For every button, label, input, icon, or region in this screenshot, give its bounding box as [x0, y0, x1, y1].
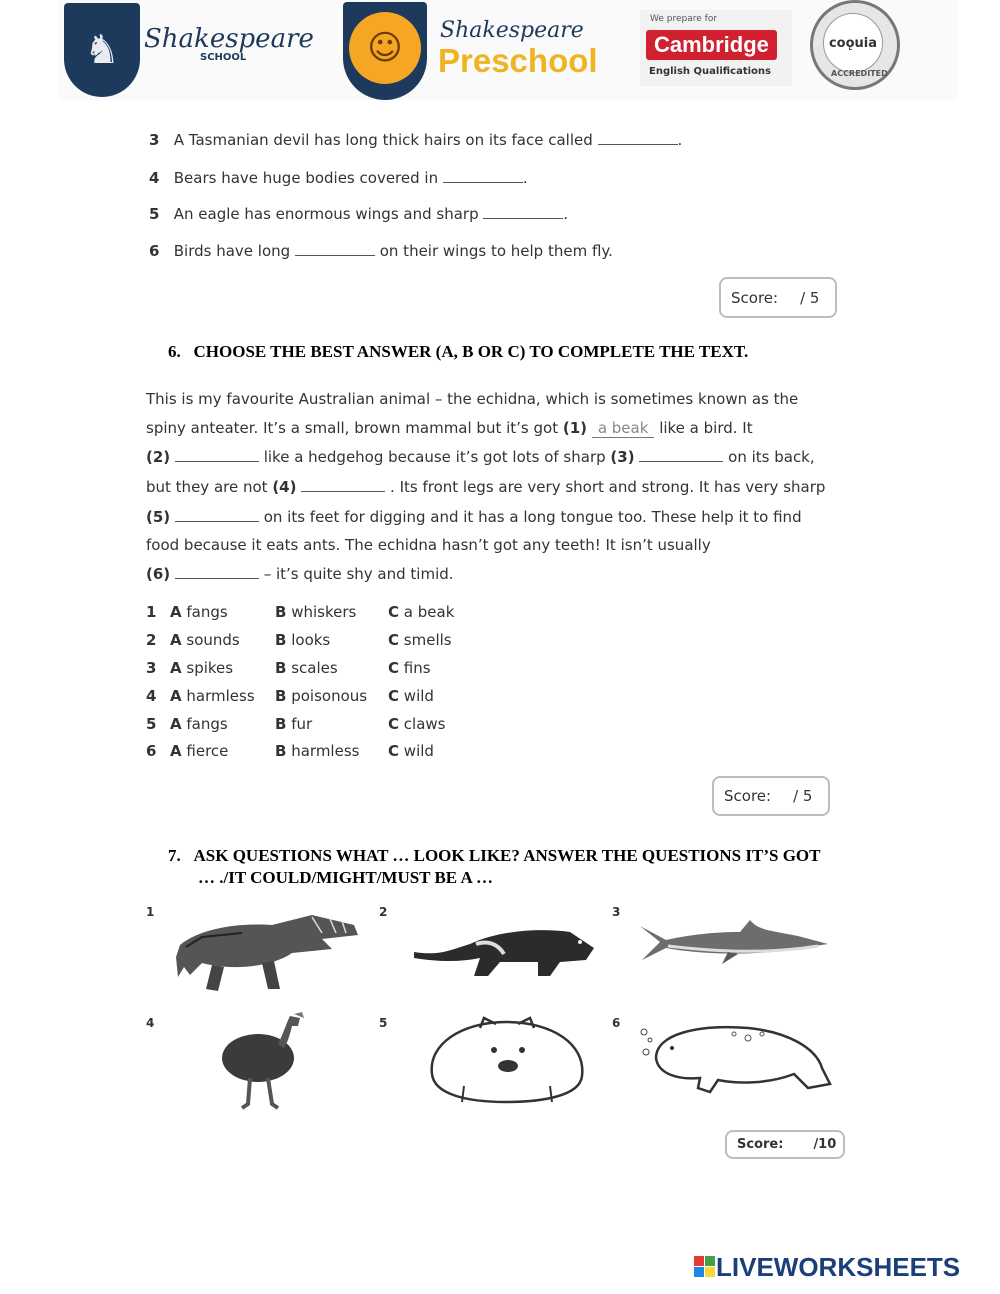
- ex5-item: 6 Birds have long on their wings to help them fly.: [149, 242, 613, 260]
- score-total: / 5: [793, 787, 813, 805]
- option-b[interactable]: B scales: [275, 659, 338, 677]
- ex5-item: 5 An eagle has enormous wings and sharp .: [149, 205, 569, 223]
- option-c[interactable]: C wild: [388, 687, 434, 705]
- option-a[interactable]: A spikes: [170, 659, 234, 677]
- score-label: Score:: [724, 787, 772, 805]
- paragraph-line: but they are not (4) . Its front legs are very short and strong. It has very sharp: [146, 478, 826, 496]
- paragraph-line: (5) on its feet for digging and it has a long tongue too. These help it to find: [146, 508, 802, 526]
- picture-number: 2: [379, 905, 388, 919]
- option-a[interactable]: A fangs: [170, 603, 228, 621]
- lion-crest-icon: ♞: [64, 3, 140, 97]
- option-b[interactable]: B harmless: [275, 742, 360, 760]
- preschool-crest: [343, 2, 427, 100]
- option-c[interactable]: C claws: [388, 715, 446, 733]
- option-c[interactable]: C a beak: [388, 603, 455, 621]
- score-box: [719, 277, 837, 318]
- option-c[interactable]: C fins: [388, 659, 431, 677]
- crocodile-image: [172, 905, 362, 997]
- dugong-image: [638, 1018, 832, 1100]
- option-b[interactable]: B fur: [275, 715, 313, 733]
- picture-number: 3: [612, 905, 621, 919]
- cassowary-image: [214, 1012, 310, 1110]
- answer-blank[interactable]: [175, 449, 259, 462]
- badge-ring-text: ACCREDITED: [831, 69, 888, 78]
- badge-name: coǫuia: [823, 13, 883, 73]
- ex5-item: 3 A Tasmanian devil has long thick hairs on its face called .: [149, 131, 683, 149]
- school-sub: SCHOOL: [200, 52, 247, 63]
- option-a[interactable]: A fierce: [170, 742, 229, 760]
- option-b[interactable]: B poisonous: [275, 687, 368, 705]
- section-heading: 7. ASK QUESTIONS WHAT … LOOK LIKE? ANSWER THE QUESTIONS IT’S GOT: [168, 846, 821, 865]
- answer-blank[interactable]: [295, 243, 375, 256]
- picture-number: 5: [379, 1016, 388, 1030]
- answer-blank[interactable]: [483, 206, 563, 219]
- option-c[interactable]: C smells: [388, 631, 452, 649]
- score-box: [712, 776, 830, 816]
- answer-blank[interactable]: [639, 449, 723, 462]
- paragraph-line: food because it eats ants. The echidna hasn’t got any teeth! It isn’t usually: [146, 536, 711, 554]
- option-a[interactable]: A sounds: [170, 631, 240, 649]
- shark-image: [638, 920, 830, 968]
- score-box: [725, 1130, 845, 1159]
- cambridge-sub: English Qualifications: [649, 66, 771, 77]
- school-name: Shakespeare: [144, 24, 314, 54]
- option-b[interactable]: B looks: [275, 631, 331, 649]
- ex5-item: 4 Bears have huge bodies covered in .: [149, 169, 528, 187]
- score-total: / 5: [800, 288, 820, 307]
- score-label: Score:: [737, 1137, 784, 1152]
- option-c[interactable]: C wild: [388, 742, 434, 760]
- liveworksheets-logo[interactable]: LIVEWORKSHEETS: [716, 1252, 961, 1282]
- paragraph-line: This is my favourite Australian animal – the echidna, which is sometimes known as the: [146, 390, 799, 408]
- tasmanian-devil-image: [410, 918, 600, 980]
- paragraph-line: (6) – it’s quite shy and timid.: [146, 565, 454, 583]
- cambridge-name: Cambridge: [646, 30, 777, 60]
- cambridge-tag: We prepare for: [650, 14, 718, 24]
- option-b[interactable]: B whiskers: [275, 603, 357, 621]
- paragraph-line: spiny anteater. It’s a small, brown mammal but it’s got (1) a beak like a bird. It: [146, 419, 753, 437]
- picture-number: 4: [146, 1016, 155, 1030]
- score-label: Score:: [731, 288, 779, 307]
- example-answer: a beak: [592, 419, 655, 438]
- wombat-image: [422, 1014, 592, 1106]
- accreditation-badge: [810, 0, 900, 90]
- answer-blank[interactable]: [598, 132, 678, 145]
- answer-blank[interactable]: [301, 479, 385, 492]
- section-heading: 6. CHOOSE THE BEST ANSWER (A, B OR C) TO COMPLETE THE TEXT.: [168, 342, 749, 361]
- option-a[interactable]: A harmless: [170, 687, 255, 705]
- preschool-top: Shakespeare: [440, 18, 584, 43]
- cambridge-logo: [640, 10, 792, 86]
- preschool-name: Preschool: [438, 42, 598, 79]
- lion-face-icon: ☺: [349, 12, 421, 84]
- picture-number: 1: [146, 905, 155, 919]
- option-a[interactable]: A fangs: [170, 715, 228, 733]
- answer-blank[interactable]: [443, 170, 523, 183]
- liveworksheets-icon: [694, 1256, 714, 1280]
- answer-blank[interactable]: [175, 509, 259, 522]
- answer-blank[interactable]: [175, 566, 259, 579]
- score-total: /10: [813, 1137, 837, 1152]
- paragraph-line: (2) like a hedgehog because it’s got lots of sharp (3) on its back,: [146, 448, 815, 466]
- picture-number: 6: [612, 1016, 621, 1030]
- section-heading-cont: … ./IT COULD/MIGHT/MUST BE A …: [198, 868, 494, 887]
